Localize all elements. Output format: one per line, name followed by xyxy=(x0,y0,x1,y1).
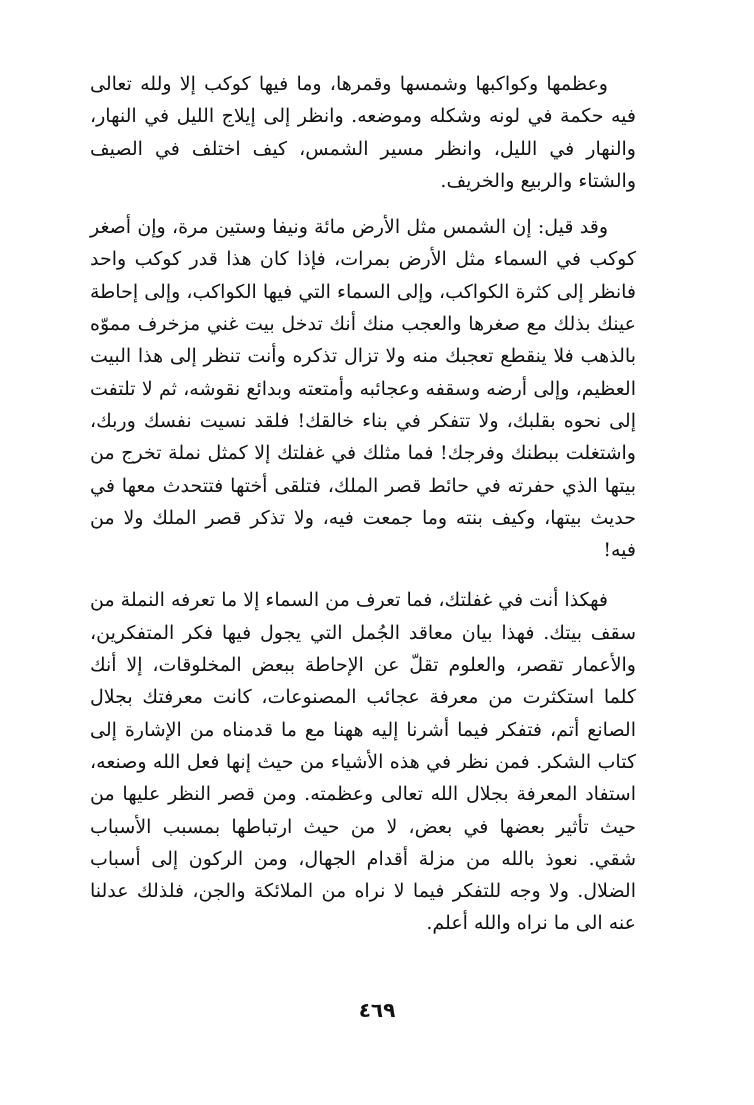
body-text xyxy=(90,68,636,940)
paragraph-2: وقد قيل: إن الشمس مثل الأرض مائة ونيفا وستين مرة، وإن أصغر كوكب في السماء مثل الأرض بمرات، فإذا كان هذا قدر كوكب واحد فانظر إلى كثرة الكواكب، وإلى السماء التي فيها الكواكب، وإلى إحاطة عينك بذلك مع صغرها والعجب منك أنك تدخل بيت غني مزخرف مموّه بالذهب فلا ينقطع تعجبك منه ولا تزال تذكره وأنت تنظر إلى هذا البيت العظيم، وإلى أرضه وسقفه وعجائبه وأمتعته وبدائع نقوشه، ثم لا تلتفت إلى نحوه بقلبك، ولا تتفكر في بناء خالقك! فلقد نسيت نفسك وربك، واشتغلت ببطنك وفرجك! فما مثلك في غفلتك إلا كمثل نملة تخرج من بيتها الذي حفرته في حائط قصر الملك، فتلقى أختها فتتحدث معها في حديث بيتها، وكيف بنته وما جمعت فيه، ولا تذكر قصر الملك ولا من فيه! xyxy=(90,216,636,562)
page-number: ٤٦٩ xyxy=(358,998,396,1022)
paragraph-3: فهكذا أنت في غفلتك، فما تعرف من السماء إلا ما تعرفه النملة من سقف بيتك. فهذا بيان معاقد الجُمل التي يجول فيها فكر المتفكرين، والأعمار تقصر، والعلوم تقلّ عن الإحاطة ببعض المخلوقات، إلا أنك كلما استكثرت من معرفة عجائب المصنوعات، كانت معرفتك بجلال الصانع أتم، فتفكر فيما أشرنا إليه ههنا مع ما قدمناه من الإشارة إلى كتاب الشكر. فمن نظر في هذه الأشياء من حيث إنها فعل الله وصنعه، استفاد المعرفة بجلال الله تعالى وعظمته. ومن قصر النظر عليها من حيث تأثير بعضها في بعض، لا من حيث ارتباطها بمسبب الأسباب شقي. نعوذ بالله من مزلة أقدام الجهال، ومن الركون إلى أسباب الضلال. ولا وجه للتفكر فيما لا نراه من الملائكة والجن، فلذلك عدلنا عنه الى ما نراه والله أعلم. xyxy=(90,589,636,935)
paragraph-1: وعظمها وكواكبها وشمسها وقمرها، وما فيها كوكب إلا ولله تعالى فيه حكمة في لونه وشكله وموضعه. وانظر إلى إيلاج الليل في النهار، والنهار في الليل، وانظر مسير الشمس، كيف اختلف في الصيف والشتاء والربيع والخريف. xyxy=(90,73,636,192)
